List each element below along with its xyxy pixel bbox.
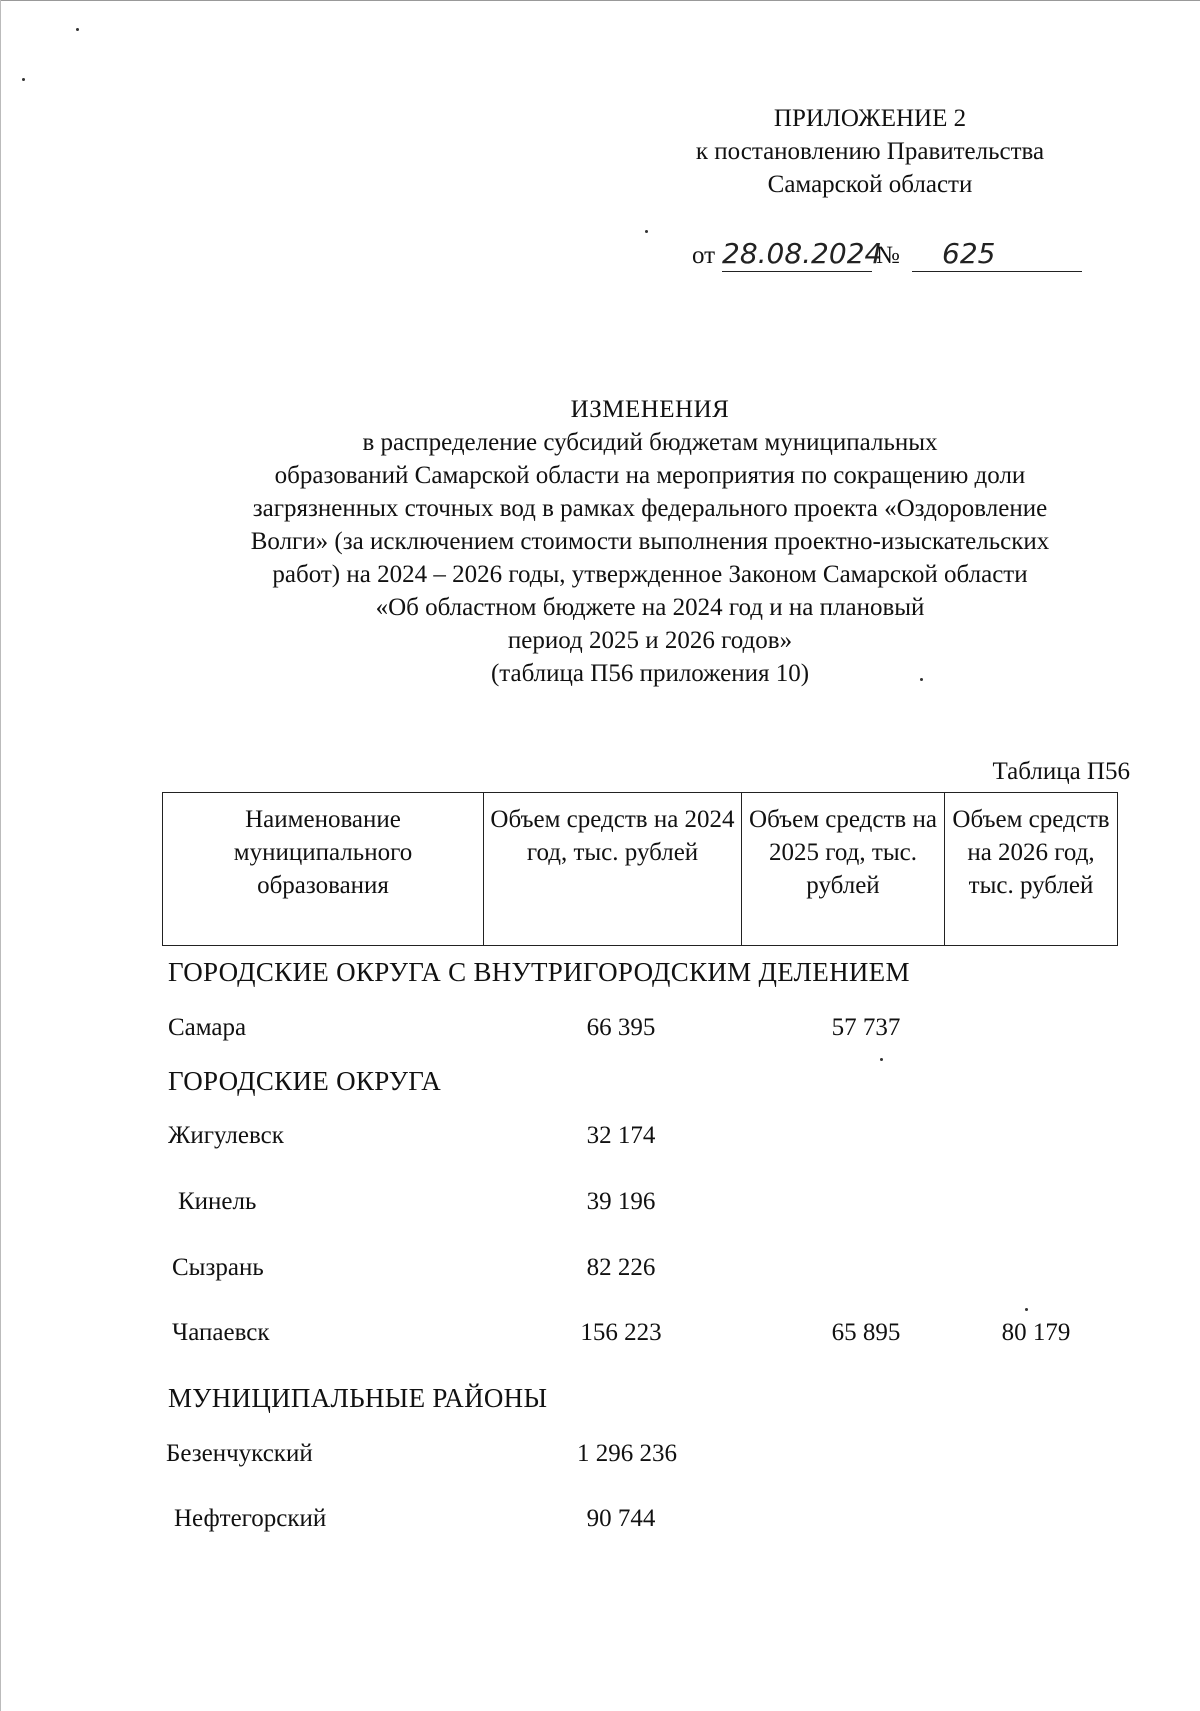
row-value-2024: 66 395 bbox=[586, 1014, 656, 1041]
scan-speck bbox=[22, 78, 25, 81]
appendix-line-2: Самарской области bbox=[767, 171, 973, 198]
heading-line: загрязненных сточных вод в рамках федерального проекта «Оздоровление bbox=[252, 495, 1048, 522]
header-municipality: Наименование муниципального образования bbox=[163, 793, 484, 946]
table-row bbox=[0, 1254, 1200, 1288]
heading-line: Волги» (за исключением стоимости выполнения проектно-изыскательских bbox=[250, 528, 1050, 555]
row-name: Самара bbox=[168, 1014, 247, 1041]
table-row bbox=[0, 1319, 1200, 1353]
row-value-2024: 156 223 bbox=[580, 1319, 662, 1346]
scan-speck bbox=[880, 1058, 883, 1061]
row-name: Сызрань bbox=[172, 1254, 264, 1281]
table-row bbox=[0, 1188, 1200, 1222]
date-prefix: от bbox=[692, 242, 716, 269]
section-title: ГОРОДСКИЕ ОКРУГА bbox=[168, 1066, 442, 1096]
row-value-2024: 32 174 bbox=[586, 1122, 656, 1149]
row-value-2026: 80 179 bbox=[1001, 1319, 1071, 1346]
document-heading bbox=[150, 393, 1150, 690]
section-title: МУНИЦИПАЛЬНЫЕ РАЙОНЫ bbox=[168, 1383, 548, 1413]
handwritten-date: 28.08.2024 bbox=[722, 237, 883, 270]
table-row bbox=[0, 1122, 1200, 1156]
row-value-2024: 1 296 236 bbox=[577, 1440, 677, 1467]
heading-line: образований Самарской области на мероприятия по сокращению доли bbox=[274, 462, 1026, 489]
handwritten-number: 625 bbox=[942, 237, 996, 270]
heading-line: работ) на 2024 – 2026 годы, утвержденное Законом Самарской области bbox=[272, 561, 1028, 588]
scan-top-edge bbox=[0, 0, 1200, 1]
table-row bbox=[0, 1014, 1200, 1048]
appendix-line-1: к постановлению Правительства bbox=[695, 138, 1045, 165]
section-title: ГОРОДСКИЕ ОКРУГА С ВНУТРИГОРОДСКИМ ДЕЛЕНИЕМ bbox=[168, 957, 910, 987]
row-name: Жигулевск bbox=[168, 1122, 284, 1149]
row-value-2025: 65 895 bbox=[831, 1319, 901, 1346]
table-row bbox=[0, 1505, 1200, 1539]
heading-line: в распределение субсидий бюджетам муниципальных bbox=[362, 429, 938, 456]
scan-speck bbox=[645, 230, 648, 233]
row-value-2025: 57 737 bbox=[831, 1014, 901, 1041]
date-underline bbox=[722, 271, 872, 273]
number-underline bbox=[912, 271, 1082, 273]
table-header bbox=[162, 792, 1118, 946]
heading-line: (таблица П56 приложения 10) bbox=[490, 660, 810, 687]
scan-speck bbox=[76, 28, 79, 31]
appendix-title: ПРИЛОЖЕНИЕ 2 bbox=[773, 105, 967, 132]
header-2025: Объем средств на 2025 год, тыс. рублей bbox=[742, 793, 945, 946]
row-name: Нефтегорский bbox=[174, 1505, 327, 1532]
number-prefix: № bbox=[876, 242, 900, 269]
row-name: Кинель bbox=[178, 1188, 257, 1215]
appendix-block bbox=[600, 102, 1140, 201]
header-2026: Объем средств на 2026 год, тыс. рублей bbox=[945, 793, 1118, 946]
table-caption: Таблица П56 bbox=[992, 758, 1130, 785]
row-value-2024: 82 226 bbox=[586, 1254, 656, 1281]
scan-speck bbox=[1025, 1308, 1028, 1311]
row-name: Безенчукский bbox=[166, 1440, 313, 1467]
header-2024: Объем средств на 2024 год, тыс. рублей bbox=[484, 793, 742, 946]
decree-reference bbox=[692, 238, 1082, 274]
row-value-2024: 90 744 bbox=[586, 1505, 656, 1532]
row-value-2024: 39 196 bbox=[586, 1188, 656, 1215]
row-name: Чапаевск bbox=[172, 1319, 270, 1346]
heading-line: «Об областном бюджете на 2024 год и на плановый bbox=[375, 594, 925, 621]
table-row bbox=[0, 1440, 1200, 1474]
heading-line: период 2025 и 2026 годов» bbox=[507, 627, 793, 654]
heading-title: ИЗМЕНЕНИЯ bbox=[570, 396, 730, 423]
